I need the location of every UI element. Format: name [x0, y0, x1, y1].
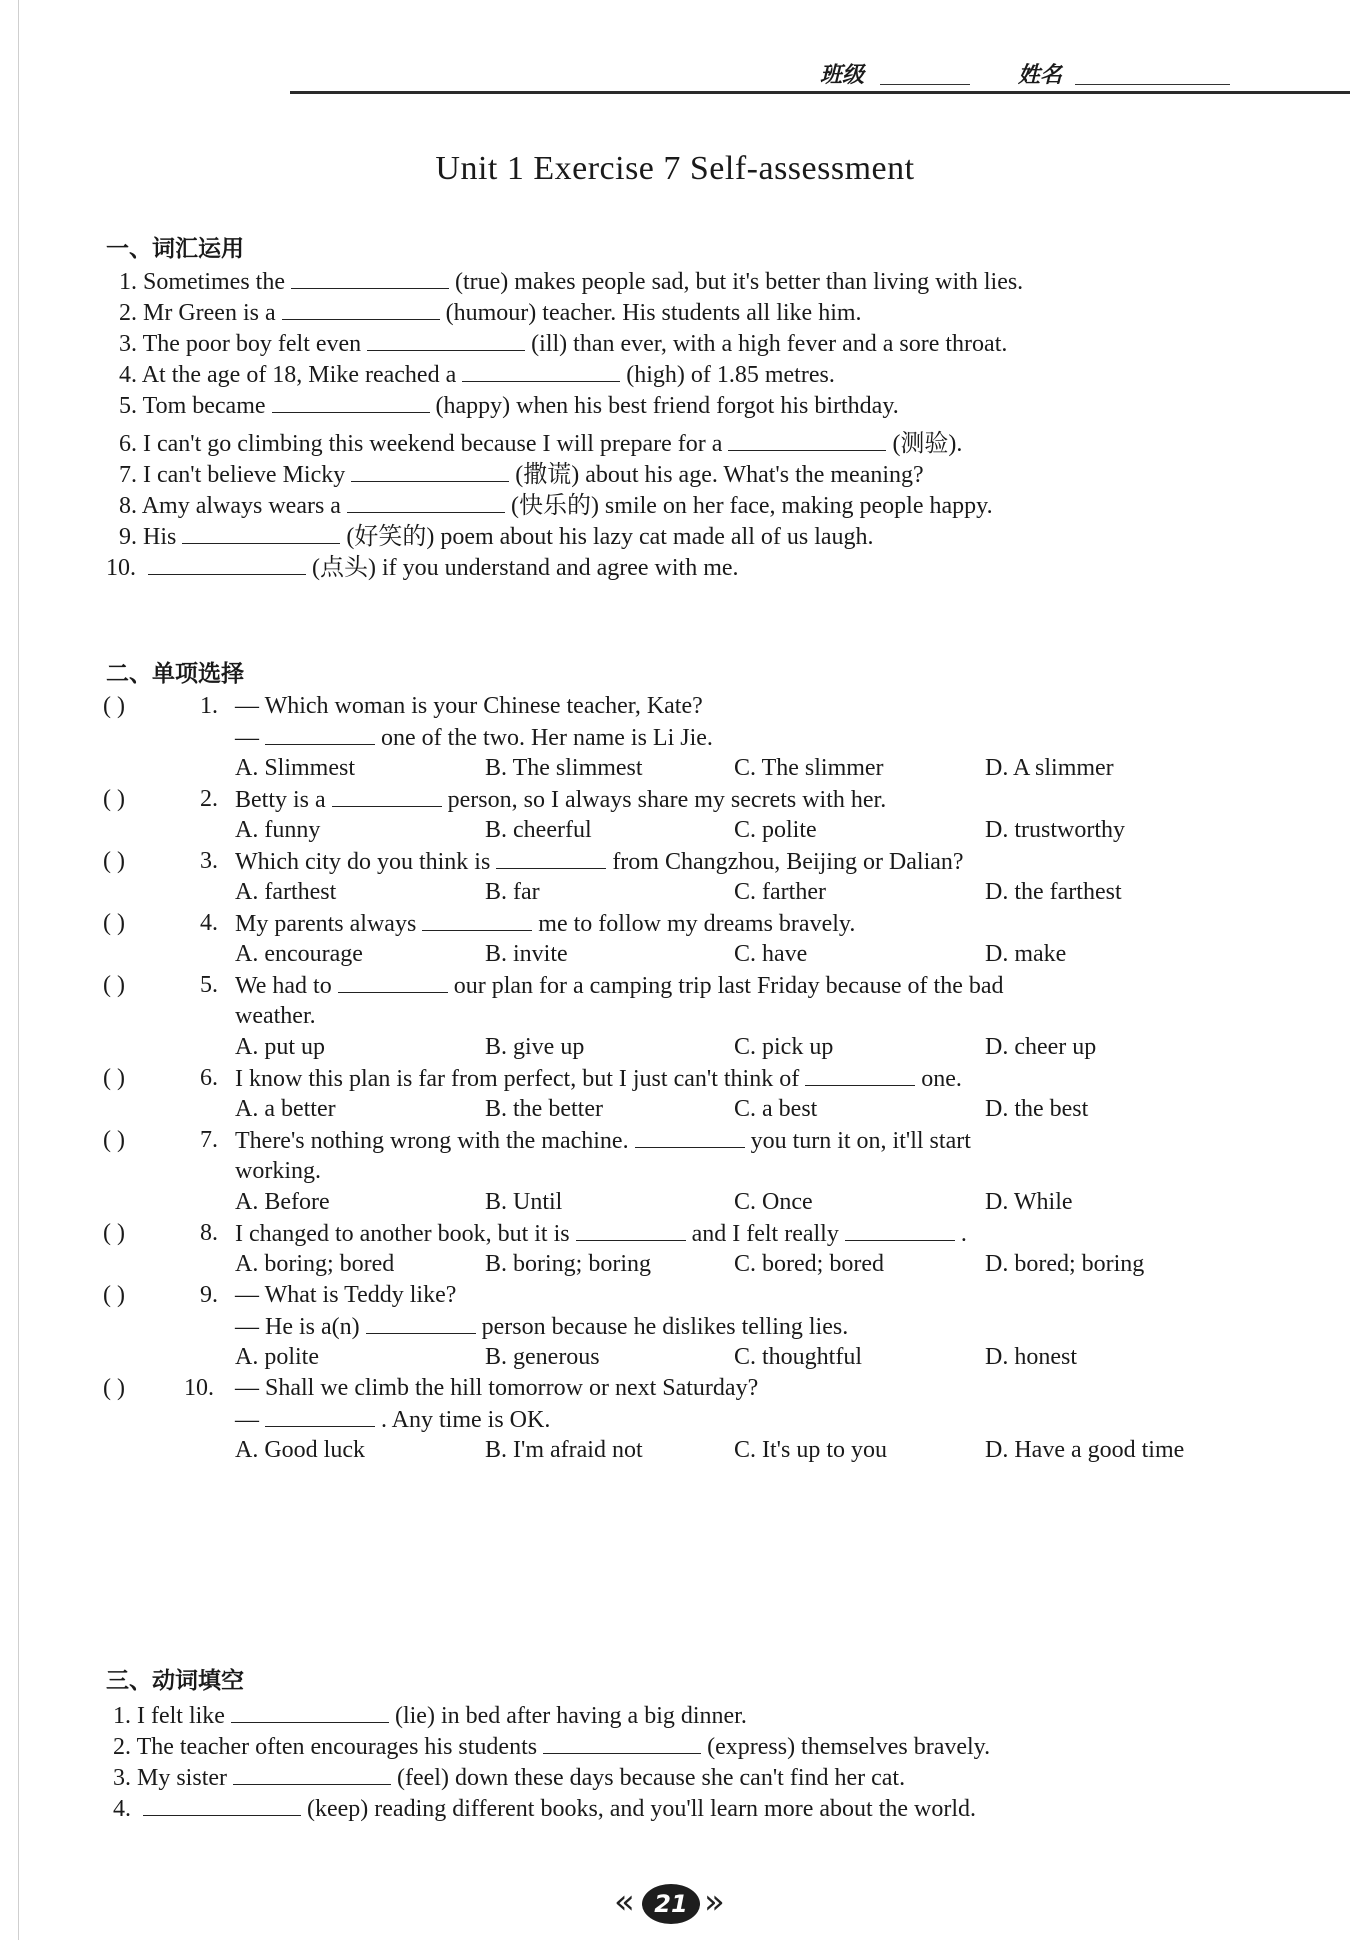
option-c[interactable]: C. have [734, 941, 808, 967]
question-text: The poor boy felt even [142, 331, 362, 357]
question-number: 8. [200, 1220, 218, 1246]
question-number: 9. [119, 524, 143, 550]
option-c[interactable]: C. a best [734, 1096, 818, 1122]
question-text: His [143, 524, 177, 550]
question-text: person because he dislikes telling lies. [481, 1314, 849, 1340]
option-d[interactable]: D. make [985, 941, 1067, 967]
answer-blank[interactable] [233, 1764, 391, 1785]
question-text: — [235, 1407, 259, 1433]
answer-paren[interactable]: ( ) [103, 1282, 125, 1308]
answer-paren[interactable]: ( ) [103, 1065, 125, 1091]
choice-question-line [235, 910, 855, 938]
question-text: We had to [235, 973, 332, 999]
question-text: I can't believe Micky [143, 462, 346, 488]
question-text: (happy) when his best friend forgot his birthday. [435, 393, 899, 419]
vocab-question-row [119, 454, 924, 489]
option-d[interactable]: D. cheer up [985, 1034, 1097, 1060]
option-a[interactable]: A. farthest [235, 879, 337, 905]
vocab-question-row [119, 330, 1007, 358]
option-b[interactable]: B. invite [485, 941, 568, 967]
question-text: Amy always wears a [141, 493, 341, 519]
answer-paren[interactable]: ( ) [103, 693, 125, 719]
question-number: 6. [119, 431, 143, 457]
name-blank[interactable] [1075, 84, 1230, 85]
question-number: 2. [200, 786, 218, 812]
answer-blank[interactable] [231, 1702, 389, 1723]
answer-blank[interactable] [351, 461, 509, 482]
answer-blank[interactable] [291, 268, 449, 289]
answer-paren[interactable]: ( ) [103, 972, 125, 998]
question-number: 5. [119, 393, 143, 419]
question-text: (好笑的) poem about his lazy cat made all of us laugh. [346, 524, 874, 550]
question-number: 8. [119, 493, 142, 519]
page-title: Unit 1 Exercise 7 Self-assessment [435, 150, 915, 187]
answer-blank[interactable] [496, 848, 606, 869]
header-rule [290, 91, 1350, 94]
question-text: (ill) than ever, with a high fever and a sore throat. [531, 331, 1008, 357]
chevron-left-icon: « [614, 1882, 635, 1922]
answer-paren[interactable]: ( ) [103, 910, 125, 936]
choice-question-line [235, 1406, 550, 1434]
option-b[interactable]: B. generous [485, 1344, 600, 1370]
option-a[interactable]: A. Before [235, 1189, 330, 1215]
question-number: 1. [200, 693, 218, 719]
question-text: . Any time is OK. [381, 1407, 551, 1433]
page-edge [18, 0, 19, 1940]
page-number-badge: 21 [642, 1884, 700, 1924]
question-text: — [235, 725, 259, 751]
vocab-question-row [119, 423, 962, 458]
question-text: — Which woman is your Chinese teacher, Kate? [235, 693, 703, 719]
answer-blank[interactable] [272, 392, 430, 413]
option-d[interactable]: D. A slimmer [985, 755, 1114, 781]
option-b[interactable]: B. far [485, 879, 540, 905]
choice-question-line [235, 1313, 848, 1341]
page-number [610, 1882, 740, 1928]
question-text: I know this plan is far from perfect, but I just can't think of [235, 1066, 800, 1092]
vocab-question-row [119, 392, 899, 420]
answer-blank[interactable] [148, 554, 306, 575]
option-b[interactable]: B. The slimmest [485, 755, 643, 781]
answer-blank[interactable] [576, 1220, 686, 1241]
question-text: I felt like [137, 1703, 225, 1729]
option-c[interactable]: C. Once [734, 1189, 813, 1215]
answer-paren[interactable]: ( ) [103, 786, 125, 812]
answer-blank[interactable] [805, 1065, 915, 1086]
question-text: you turn it on, it'll start [750, 1128, 971, 1154]
question-number: 1. [119, 269, 143, 295]
vocab-question-row [119, 361, 835, 389]
verb-question-row [113, 1733, 990, 1761]
answer-blank[interactable] [728, 430, 886, 451]
question-number: 3. [119, 331, 143, 357]
choice-question-line [235, 1003, 316, 1030]
choice-question-line [235, 724, 713, 752]
vocab-question-row [119, 268, 1023, 296]
answer-blank[interactable] [635, 1127, 745, 1148]
question-text: person, so I always share my secrets with her. [447, 787, 887, 813]
question-text: The teacher often encourages his students [136, 1734, 538, 1760]
class-label: 班级 [820, 63, 865, 88]
question-number: 6. [200, 1065, 218, 1091]
question-text: our plan for a camping trip last Friday because of the bad [453, 973, 1004, 999]
option-a[interactable]: A. funny [235, 817, 321, 843]
question-number: 2. [113, 1734, 137, 1760]
verb-question-row [113, 1764, 905, 1792]
option-c[interactable]: C. pick up [734, 1034, 834, 1060]
question-text: (humour) teacher. His students all like him. [445, 300, 862, 326]
section-vocabulary-title: 一、词汇运用 [106, 236, 244, 262]
question-text: — Shall we climb the hill tomorrow or next Saturday? [235, 1375, 759, 1401]
question-text: (feel) down these days because she can't find her cat. [397, 1765, 906, 1791]
option-a[interactable]: A. Slimmest [235, 755, 356, 781]
question-text: — What is Teddy like? [235, 1282, 457, 1308]
option-a[interactable]: A. put up [235, 1034, 325, 1060]
answer-blank[interactable] [338, 972, 448, 993]
question-number: 7. [119, 462, 143, 488]
option-b[interactable]: B. Until [485, 1189, 563, 1215]
option-a[interactable]: A. a better [235, 1096, 336, 1122]
question-text: — He is a(n) [235, 1314, 360, 1340]
option-c[interactable]: C. polite [734, 817, 817, 843]
question-number: 9. [200, 1282, 218, 1308]
question-number: 5. [200, 972, 218, 998]
choice-question-line [235, 848, 964, 876]
question-text: Mr Green is a [143, 300, 276, 326]
answer-paren[interactable]: ( ) [103, 848, 125, 874]
vocab-question-row [119, 516, 874, 551]
question-text: weather. [235, 1003, 316, 1029]
option-d[interactable]: D. the farthest [985, 879, 1122, 905]
answer-paren[interactable]: ( ) [103, 1127, 125, 1153]
question-text: one of the two. Her name is Li Jie. [381, 725, 713, 751]
answer-blank[interactable] [282, 299, 440, 320]
question-number: 3. [200, 848, 218, 874]
answer-blank[interactable] [347, 492, 505, 513]
option-b[interactable]: B. cheerful [485, 817, 592, 843]
question-text: . [960, 1221, 967, 1247]
choice-question-line [235, 786, 886, 814]
question-number: 7. [200, 1127, 218, 1153]
option-b[interactable]: B. boring; boring [485, 1251, 651, 1277]
vocab-question-row [106, 547, 739, 582]
option-d[interactable]: D. the best [985, 1096, 1089, 1122]
choice-question-line [235, 1065, 962, 1093]
question-number: 10. [184, 1375, 214, 1401]
option-d[interactable]: D. bored; boring [985, 1251, 1145, 1277]
choice-question-line [235, 1282, 456, 1309]
option-a[interactable]: A. Good luck [235, 1437, 365, 1463]
answer-blank[interactable] [543, 1733, 701, 1754]
question-text: I can't go climbing this weekend because I will prepare for a [143, 431, 723, 457]
question-text: (lie) in bed after having a big dinner. [394, 1703, 747, 1729]
question-text: me to follow my dreams bravely. [538, 911, 856, 937]
question-text: Tom became [142, 393, 266, 419]
question-text: (true) makes people sad, but it's better than living with lies. [454, 269, 1024, 295]
option-c[interactable]: C. bored; bored [734, 1251, 884, 1277]
question-text: Sometimes the [143, 269, 285, 295]
choice-question-line [235, 1127, 971, 1155]
vocab-question-row [119, 485, 993, 520]
vocab-question-row [119, 299, 862, 327]
question-text: (high) of 1.85 metres. [626, 362, 835, 388]
question-number: 1. [113, 1703, 137, 1729]
question-text: Which city do you think is [235, 849, 491, 875]
question-text: (测验). [892, 431, 963, 457]
question-text: At the age of 18, Mike reached a [141, 362, 457, 388]
question-number: 4. [113, 1796, 137, 1822]
option-b[interactable]: B. the better [485, 1096, 603, 1122]
answer-blank[interactable] [332, 786, 442, 807]
option-c[interactable]: C. The slimmer [734, 755, 884, 781]
option-c[interactable]: C. farther [734, 879, 826, 905]
name-label: 姓名 [1018, 63, 1063, 88]
option-c[interactable]: C. It's up to you [734, 1437, 887, 1463]
choice-question-line [235, 1375, 758, 1402]
question-text: (撒谎) about his age. What's the meaning? [515, 462, 924, 488]
answer-blank[interactable] [422, 910, 532, 931]
section-verb-title: 三、动词填空 [106, 1668, 244, 1694]
answer-blank[interactable] [366, 1313, 476, 1334]
option-d[interactable]: D. Have a good time [985, 1437, 1185, 1463]
option-a[interactable]: A. encourage [235, 941, 363, 967]
question-number: 10. [106, 555, 142, 581]
choice-question-line [235, 1158, 321, 1185]
option-d[interactable]: D. While [985, 1189, 1073, 1215]
question-text: from Changzhou, Beijing or Dalian? [612, 849, 964, 875]
question-text: My sister [137, 1765, 227, 1791]
answer-blank[interactable] [182, 523, 340, 544]
question-number: 2. [119, 300, 143, 326]
class-blank[interactable] [880, 84, 970, 85]
verb-question-row [113, 1702, 747, 1730]
option-d[interactable]: D. trustworthy [985, 817, 1125, 843]
question-text: and I felt really [691, 1221, 839, 1247]
question-number: 3. [113, 1765, 137, 1791]
option-c[interactable]: C. thoughtful [734, 1344, 863, 1370]
question-text: working. [235, 1158, 321, 1184]
option-b[interactable]: B. I'm afraid not [485, 1437, 643, 1463]
question-text: one. [921, 1066, 962, 1092]
answer-blank[interactable] [265, 724, 375, 745]
answer-paren[interactable]: ( ) [103, 1220, 125, 1246]
question-text: My parents always [235, 911, 417, 937]
answer-blank[interactable] [845, 1220, 955, 1241]
answer-paren[interactable]: ( ) [103, 1375, 125, 1401]
choice-question-line [235, 693, 703, 720]
question-text: (点头) if you understand and agree with me. [312, 555, 739, 581]
answer-blank[interactable] [462, 361, 620, 382]
question-number: 4. [119, 362, 142, 388]
question-number: 4. [200, 910, 218, 936]
section-choice-title: 二、单项选择 [106, 661, 244, 687]
chevron-right-icon: » [704, 1882, 725, 1922]
option-d[interactable]: D. honest [985, 1344, 1077, 1370]
question-text: There's nothing wrong with the machine. [235, 1128, 629, 1154]
verb-question-row [113, 1795, 976, 1823]
question-text: (keep) reading different books, and you'll learn more about the world. [307, 1796, 976, 1822]
choice-question-line [235, 972, 1004, 1000]
question-text: (express) themselves bravely. [707, 1734, 991, 1760]
answer-blank[interactable] [265, 1406, 375, 1427]
question-text: (快乐的) smile on her face, making people happy. [510, 493, 993, 519]
header [290, 48, 1350, 94]
option-a[interactable]: A. boring; bored [235, 1251, 395, 1277]
option-a[interactable]: A. polite [235, 1344, 319, 1370]
choice-question-line [235, 1220, 967, 1248]
answer-blank[interactable] [143, 1795, 301, 1816]
question-text: I changed to another book, but it is [235, 1221, 570, 1247]
answer-blank[interactable] [367, 330, 525, 351]
option-b[interactable]: B. give up [485, 1034, 585, 1060]
question-text: Betty is a [235, 787, 326, 813]
